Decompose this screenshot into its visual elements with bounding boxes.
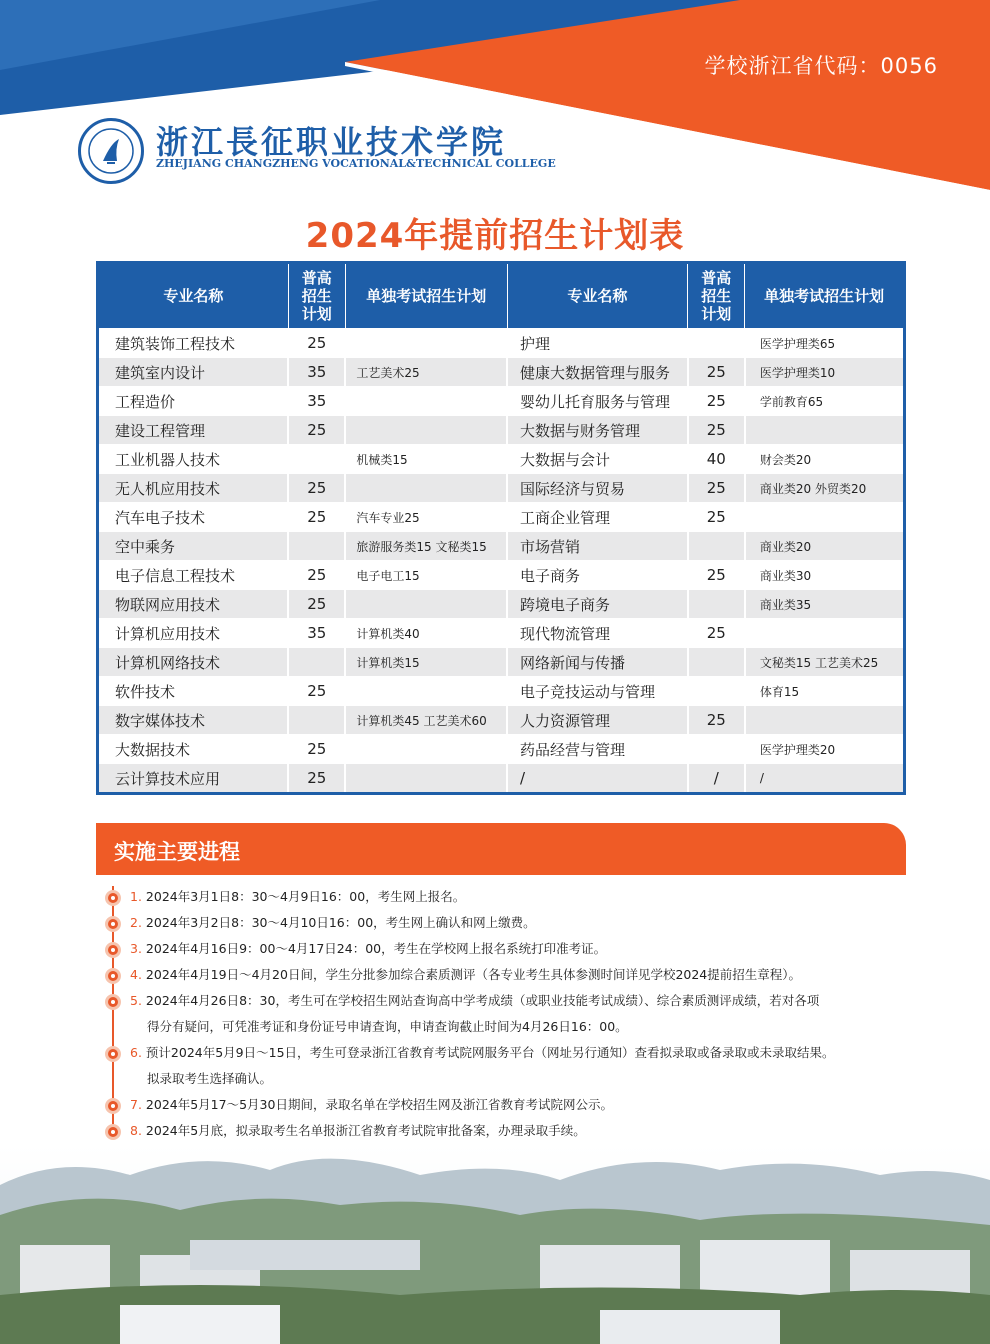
separate-cell	[745, 416, 905, 445]
separate-cell	[345, 590, 507, 619]
enrollment-plan-table	[96, 261, 906, 795]
general-cell: /	[688, 764, 745, 794]
table-row	[98, 561, 905, 590]
header-separate-2: 单独考试招生计划	[745, 263, 905, 329]
general-cell	[688, 532, 745, 561]
page-title: 2024年提前招生计划表	[305, 216, 685, 256]
step-text: 2024年5月底，拟录取考生名单报浙江省教育考试院审批备案，办理录取手续。	[145, 1123, 586, 1138]
separate-cell: /	[745, 764, 905, 794]
general-cell: 25	[688, 706, 745, 735]
table-row	[98, 677, 905, 706]
separate-cell: 计算机类15	[345, 648, 507, 677]
step-text-cont: 拟录取考生选择确认。	[147, 1071, 273, 1086]
major-cell: 跨境电子商务	[507, 590, 688, 619]
major-cell: 建筑室内设计	[98, 358, 289, 387]
table-row	[98, 416, 905, 445]
major-cell: 电子商务	[507, 561, 688, 590]
table-row	[98, 532, 905, 561]
separate-cell: 文秘类15 工艺美术25	[745, 648, 905, 677]
major-cell: 无人机应用技术	[98, 474, 289, 503]
separate-cell: 计算机类40	[345, 619, 507, 648]
general-cell	[688, 677, 745, 706]
major-cell: 药品经营与管理	[507, 735, 688, 764]
header-major: 专业名称	[98, 263, 289, 329]
timeline-dot	[105, 1098, 121, 1114]
timeline-dot	[105, 968, 121, 984]
process-header-bar	[96, 823, 906, 875]
process-step-5	[130, 988, 900, 1040]
process-step-3	[130, 936, 900, 962]
general-cell: 25	[688, 416, 745, 445]
general-cell: 25	[288, 677, 345, 706]
separate-cell	[345, 387, 507, 416]
general-cell	[688, 735, 745, 764]
general-cell: 25	[288, 735, 345, 764]
step-text: 2024年4月26日8：30，考生可在学校招生网站查询高中学考成绩（或职业技能考试成绩）、综合素质测评成绩，若对各项	[145, 993, 820, 1008]
general-cell: 35	[288, 387, 345, 416]
general-cell: 25	[288, 561, 345, 590]
step-number: 1.	[130, 889, 142, 904]
major-cell: 工商企业管理	[507, 503, 688, 532]
major-cell: 大数据技术	[98, 735, 289, 764]
table-row	[98, 590, 905, 619]
general-cell	[288, 706, 345, 735]
major-cell: 计算机应用技术	[98, 619, 289, 648]
major-cell: 婴幼儿托育服务与管理	[507, 387, 688, 416]
general-cell: 25	[288, 474, 345, 503]
major-cell: 大数据与会计	[507, 445, 688, 474]
table-row	[98, 358, 905, 387]
general-cell: 25	[288, 503, 345, 532]
major-cell: 物联网应用技术	[98, 590, 289, 619]
timeline-dot	[105, 890, 121, 906]
school-logo	[78, 118, 144, 184]
major-cell: 人力资源管理	[507, 706, 688, 735]
table-row	[98, 706, 905, 735]
separate-cell: 计算机类45 工艺美术60	[345, 706, 507, 735]
separate-cell: 医学护理类65	[745, 329, 905, 358]
general-cell	[288, 532, 345, 561]
separate-cell	[345, 677, 507, 706]
process-title: 实施主要进程	[114, 840, 240, 864]
table-row	[98, 474, 905, 503]
table-row	[98, 445, 905, 474]
separate-cell	[345, 474, 507, 503]
process-step-7	[130, 1092, 900, 1118]
step-text: 2024年5月17～5月30日期间，录取名单在学校招生网及浙江省教育考试院网公示。	[145, 1097, 613, 1112]
table-header-row	[98, 263, 905, 329]
general-cell: 25	[288, 416, 345, 445]
header-major-2: 专业名称	[507, 263, 688, 329]
major-cell: 大数据与财务管理	[507, 416, 688, 445]
separate-cell	[345, 329, 507, 358]
table-row	[98, 648, 905, 677]
general-cell: 25	[288, 329, 345, 358]
timeline-dot	[105, 994, 121, 1010]
separate-cell: 医学护理类20	[745, 735, 905, 764]
general-cell	[288, 445, 345, 474]
header-general-text-2: 普高招生计划	[701, 269, 732, 323]
step-number: 3.	[130, 941, 142, 956]
separate-cell: 机械类15	[345, 445, 507, 474]
general-cell: 25	[688, 503, 745, 532]
campus-photo	[0, 1145, 990, 1344]
school-name-en: ZHEJIANG CHANGZHENG VOCATIONAL&TECHNICAL COLLEGE	[156, 157, 556, 170]
general-cell: 35	[288, 358, 345, 387]
separate-cell	[745, 503, 905, 532]
process-step-1	[130, 884, 900, 910]
header-banner	[0, 0, 990, 200]
step-text: 2024年3月1日8：30～4月9日16：00，考生网上报名。	[145, 889, 466, 904]
separate-cell	[345, 735, 507, 764]
major-cell: 建筑装饰工程技术	[98, 329, 289, 358]
step-number: 7.	[130, 1097, 142, 1112]
general-cell: 25	[688, 387, 745, 416]
separate-cell	[345, 764, 507, 794]
general-cell: 25	[688, 358, 745, 387]
major-cell: 建设工程管理	[98, 416, 289, 445]
separate-cell: 商业类20	[745, 532, 905, 561]
header-general-2	[688, 263, 745, 329]
table-row	[98, 735, 905, 764]
major-cell: 工程造价	[98, 387, 289, 416]
timeline-dot	[105, 1124, 121, 1140]
header-general-text: 普高招生计划	[301, 269, 332, 323]
major-cell: 电子信息工程技术	[98, 561, 289, 590]
step-number: 4.	[130, 967, 142, 982]
major-cell: 计算机网络技术	[98, 648, 289, 677]
step-text: 2024年4月16日9：00～4月17日24：00，考生在学校网上报名系统打印准考证。	[145, 941, 607, 956]
process-step-4	[130, 962, 900, 988]
separate-cell	[745, 706, 905, 735]
process-step-8	[130, 1118, 900, 1144]
general-cell: 35	[288, 619, 345, 648]
separate-cell	[745, 619, 905, 648]
table-row	[98, 503, 905, 532]
general-cell	[688, 590, 745, 619]
separate-cell: 电子电工15	[345, 561, 507, 590]
school-name-cn: 浙江長征职业技术学院	[156, 123, 507, 161]
major-cell: 软件技术	[98, 677, 289, 706]
general-cell: 25	[688, 474, 745, 503]
timeline-dot	[105, 916, 121, 932]
major-cell: 汽车电子技术	[98, 503, 289, 532]
general-cell	[688, 329, 745, 358]
major-cell: 云计算技术应用	[98, 764, 289, 794]
separate-cell: 商业类20 外贸类20	[745, 474, 905, 503]
separate-cell: 体育15	[745, 677, 905, 706]
step-number: 8.	[130, 1123, 142, 1138]
timeline-dot	[105, 942, 121, 958]
table-row	[98, 387, 905, 416]
separate-cell: 工艺美术25	[345, 358, 507, 387]
major-cell: 电子竞技运动与管理	[507, 677, 688, 706]
timeline-dot	[105, 1046, 121, 1062]
general-cell	[288, 648, 345, 677]
major-cell: 现代物流管理	[507, 619, 688, 648]
separate-cell: 商业类30	[745, 561, 905, 590]
general-cell	[688, 648, 745, 677]
general-cell: 40	[688, 445, 745, 474]
step-text: 2024年4月19日～4月20日间，学生分批参加综合素质测评（各专业考生具体参测时间详见学校2024提前招生章程）。	[145, 967, 802, 982]
school-code: 学校浙江省代码：0056	[704, 54, 938, 78]
step-text-cont: 得分有疑问，可凭准考证和身份证号申请查询，申请查询截止时间为4月26日16：00。	[147, 1019, 628, 1034]
step-text: 预计2024年5月9日～15日，考生可登录浙江省教育考试院网服务平台（网址另行通知）查看拟录取或备录取或未录取结果。	[145, 1045, 835, 1060]
major-cell: 数字媒体技术	[98, 706, 289, 735]
major-cell: 健康大数据管理与服务	[507, 358, 688, 387]
major-cell: 护理	[507, 329, 688, 358]
general-cell: 25	[688, 561, 745, 590]
process-step-6	[130, 1040, 900, 1092]
major-cell: 工业机器人技术	[98, 445, 289, 474]
step-number: 5.	[130, 993, 142, 1008]
major-cell: 市场营销	[507, 532, 688, 561]
separate-cell	[345, 416, 507, 445]
table-row	[98, 329, 905, 358]
step-number: 2.	[130, 915, 142, 930]
separate-cell: 商业类35	[745, 590, 905, 619]
table-row	[98, 619, 905, 648]
header-general	[288, 263, 345, 329]
general-cell: 25	[688, 619, 745, 648]
separate-cell: 汽车专业25	[345, 503, 507, 532]
major-cell: 空中乘务	[98, 532, 289, 561]
header-separate: 单独考试招生计划	[345, 263, 507, 329]
general-cell: 25	[288, 590, 345, 619]
table-row	[98, 764, 905, 794]
step-text: 2024年3月2日8：30～4月10日16：00，考生网上确认和网上缴费。	[145, 915, 536, 930]
separate-cell: 财会类20	[745, 445, 905, 474]
process-step-2	[130, 910, 900, 936]
major-cell: 国际经济与贸易	[507, 474, 688, 503]
major-cell: 网络新闻与传播	[507, 648, 688, 677]
general-cell: 25	[288, 764, 345, 794]
step-number: 6.	[130, 1045, 142, 1060]
major-cell: /	[507, 764, 688, 794]
separate-cell: 旅游服务类15 文秘类15	[345, 532, 507, 561]
separate-cell: 学前教育65	[745, 387, 905, 416]
separate-cell: 医学护理类10	[745, 358, 905, 387]
